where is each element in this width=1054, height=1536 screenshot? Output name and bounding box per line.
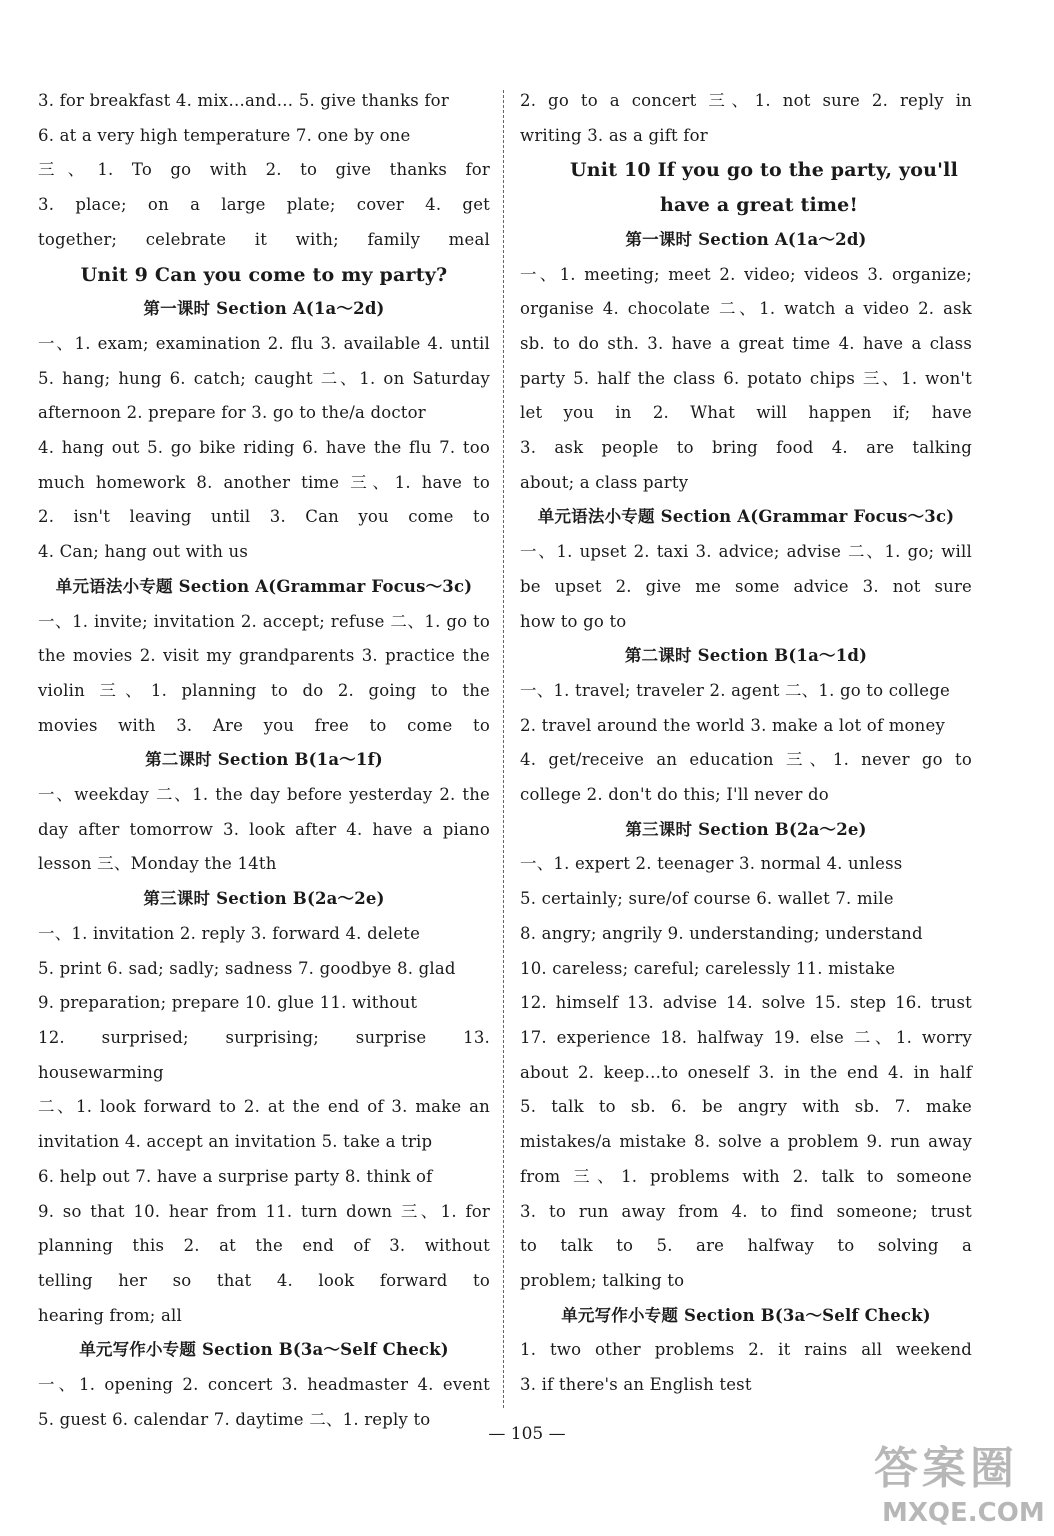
watermark-main-text: 答案圈 xyxy=(874,1443,1018,1494)
answer-line: to talk to 5. are halfway to solving a xyxy=(520,1236,972,1256)
section-heading: 单元语法小专题 Section A(Grammar Focus～3c) xyxy=(537,507,955,527)
answer-line: 一、1. exam; examination 2. flu 3. available 4. until xyxy=(38,333,490,353)
section-heading: 第二课时 Section B(1a～1f) xyxy=(145,750,383,770)
answer-line: afternoon 2. prepare for 3. go to the/a doctor xyxy=(38,403,426,423)
unit-heading: Unit 9 Can you come to my party? xyxy=(80,263,448,286)
answer-line: 3. to run away from 4. to find someone; trust xyxy=(520,1201,972,1221)
answer-line: 3. place; on a large plate; cover 4. get xyxy=(38,195,490,215)
answer-line: 6. at a very high temperature 7. one by one xyxy=(38,125,411,145)
answer-line: 5. print 6. sad; sadly; sadness 7. goodbye 8. glad xyxy=(38,958,456,978)
right-column xyxy=(520,84,972,1403)
section-heading: 第一课时 Section A(1a～2d) xyxy=(625,229,867,249)
answer-line: problem; talking to xyxy=(520,1270,685,1290)
answer-line: 一、1. meeting; meet 2. video; videos 3. organize; xyxy=(520,264,972,284)
answer-line: hearing from; all xyxy=(38,1305,182,1325)
answer-line: 3. if there's an English test xyxy=(520,1375,752,1395)
answer-line: 一、1. expert 2. teenager 3. normal 4. unless xyxy=(520,854,903,874)
answer-line: 1. two other problems 2. it rains all weekend xyxy=(520,1340,972,1360)
answer-line: college 2. don't do this; I'll never do xyxy=(520,785,829,805)
answer-line: party 5. half the class 6. potato chips 三、1. won't xyxy=(520,368,972,388)
answer-line: 二、1. look forward to 2. at the end of 3. make an xyxy=(38,1097,490,1117)
answer-line: mistakes/a mistake 8. solve a problem 9. run away xyxy=(520,1132,972,1152)
answer-line: 2. isn't leaving until 3. Can you come to xyxy=(38,507,490,527)
answer-line: 4. hang out 5. go bike riding 6. have the flu 7. too xyxy=(38,438,490,458)
left-column xyxy=(38,84,490,1437)
answer-line: 17. experience 18. halfway 19. else 二、1. worry xyxy=(520,1027,972,1047)
unit-heading-continued: have a great time! xyxy=(660,194,859,217)
section-heading: 单元语法小专题 Section A(Grammar Focus～3c) xyxy=(55,576,473,596)
section-heading: 第一课时 Section A(1a～2d) xyxy=(143,299,385,319)
answer-line: 一、1. travel; traveler 2. agent 二、1. go to college xyxy=(520,680,950,700)
answer-line: 三、1. To go with 2. to give thanks for xyxy=(38,160,490,180)
answer-line: be upset 2. give me some advice 3. not sure xyxy=(520,576,972,596)
answer-line: 3. ask people to bring food 4. are talking xyxy=(520,438,972,458)
answer-line: 5. hang; hung 6. catch; caught 二、1. on Saturday xyxy=(38,368,490,388)
page-number: — 105 — xyxy=(488,1424,566,1444)
answer-line: 4. get/receive an education 三、1. never go to xyxy=(520,750,972,770)
answer-line: 2. go to a concert 三、1. not sure 2. reply in xyxy=(520,91,972,110)
answer-line: let you in 2. What will happen if; have xyxy=(520,403,972,423)
answer-line: telling her so that 4. look forward to xyxy=(38,1270,490,1290)
section-heading: 第三课时 Section B(2a～2e) xyxy=(143,889,385,909)
answer-line: lesson 三、Monday the 14th xyxy=(38,854,277,874)
answer-line: 12. surprised; surprising; surprise 13. housewarming xyxy=(38,1027,490,1082)
answer-line: 一、1. invite; invitation 2. accept; refuse 二、1. go to xyxy=(38,611,490,631)
watermark-sub-text: MXQE.COM xyxy=(882,1498,1045,1528)
answer-line: together; celebrate it with; family meal xyxy=(38,229,490,249)
answer-line: 一、1. invitation 2. reply 3. forward 4. delete xyxy=(38,923,421,943)
answer-line: day after tomorrow 3. look after 4. have a piano xyxy=(38,819,490,839)
answer-line: 5. talk to sb. 6. be angry with sb. 7. make xyxy=(520,1097,972,1117)
answer-line: 9. so that 10. hear from 11. turn down 三、1. for xyxy=(38,1201,490,1221)
answer-line: 3. for breakfast 4. mix…and… 5. give thanks for xyxy=(38,91,449,110)
answer-line: organise 4. chocolate 二、1. watch a video 2. ask xyxy=(520,299,972,319)
answer-line: violin 三、1. planning to do 2. going to the xyxy=(38,680,490,700)
answer-line: from 三、1. problems with 2. talk to someone xyxy=(520,1166,972,1186)
answer-line: invitation 4. accept an invitation 5. take a trip xyxy=(38,1132,433,1152)
answer-line: 2. travel around the world 3. make a lot of money xyxy=(520,715,945,735)
column-divider xyxy=(503,90,504,1408)
answer-line: 10. careless; careful; carelessly 11. mistake xyxy=(520,958,896,978)
answer-line: 一、weekday 二、1. the day before yesterday 2. the xyxy=(38,785,490,805)
answer-line: writing 3. as a gift for xyxy=(520,125,708,145)
answer-line: how to go to xyxy=(520,611,627,631)
answer-line: 12. himself 13. advise 14. solve 15. step 16. trust xyxy=(520,993,972,1013)
section-heading: 第三课时 Section B(2a～2e) xyxy=(625,819,867,839)
answer-line: 4. Can; hang out with us xyxy=(38,542,249,562)
section-heading: 单元写作小专题 Section B(3a～Self Check) xyxy=(561,1305,931,1325)
answer-line: sb. to do sth. 3. have a great time 4. have a class xyxy=(520,333,972,353)
unit-heading: Unit 10 If you go to the party, you'll xyxy=(570,159,959,182)
answer-line: about 2. keep…to oneself 3. in the end 4. in half xyxy=(520,1062,972,1082)
answer-line: planning this 2. at the end of 3. without xyxy=(38,1236,490,1256)
section-heading: 第二课时 Section B(1a～1d) xyxy=(624,646,868,666)
answer-line: much homework 8. another time 三、1. have to xyxy=(38,472,490,492)
answer-line: about; a class party xyxy=(520,472,689,492)
answer-line: movies with 3. Are you free to come to xyxy=(38,715,490,735)
answer-line: 一、1. opening 2. concert 3. headmaster 4. event xyxy=(38,1375,490,1395)
section-heading: 单元写作小专题 Section B(3a～Self Check) xyxy=(79,1340,449,1360)
watermark-logo xyxy=(866,1432,1045,1528)
answer-line: 8. angry; angrily 9. understanding; understand xyxy=(520,923,923,943)
answer-line: the movies 2. visit my grandparents 3. practice the xyxy=(38,646,490,666)
answer-line: 9. preparation; prepare 10. glue 11. without xyxy=(38,993,418,1013)
answer-line: 一、1. upset 2. taxi 3. advice; advise 二、1. go; will xyxy=(520,542,972,562)
answer-line: 5. certainly; sure/of course 6. wallet 7. mile xyxy=(520,889,894,909)
answer-line: 5. guest 6. calendar 7. daytime 二、1. reply to xyxy=(38,1409,431,1429)
answer-line: 6. help out 7. have a surprise party 8. think of xyxy=(38,1166,433,1186)
